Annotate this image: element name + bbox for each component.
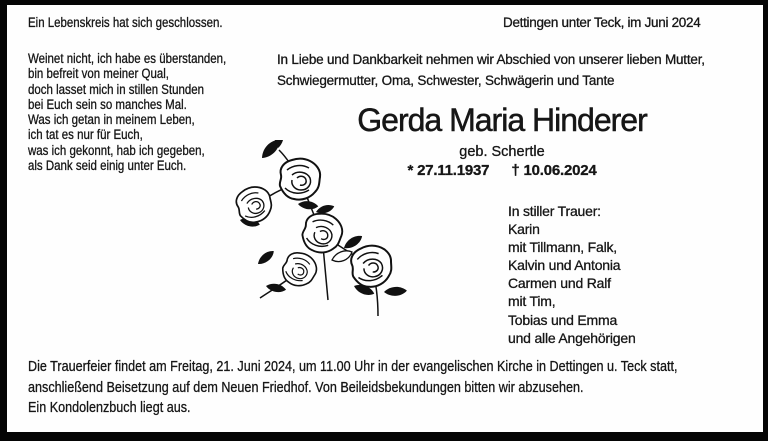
mourners-heading: In stiller Trauer: [508, 203, 601, 219]
intro-line: Schwiegermutter, Oma, Schwester, Schwägerin und Tante [277, 72, 615, 88]
funeral-line: Ein Kondolenzbuch liegt aus. [28, 399, 191, 416]
maiden-name: geb. Schertle [459, 144, 545, 160]
poem-line: als Dank seid einig unter Euch. [28, 158, 187, 174]
deceased-name: Gerda Maria Hinderer [357, 102, 647, 138]
poem-line: Was ich getan in meinem Leben, [28, 112, 195, 128]
mourner-line: mit Tim, [508, 293, 556, 310]
poem-line: ich tat es nur für Euch, [28, 127, 143, 143]
death-date: † 10.06.2024 [511, 162, 597, 179]
intro-text [277, 50, 705, 91]
memorial-poem [28, 51, 226, 173]
rose-illustration [232, 140, 422, 325]
mourners-section [508, 202, 636, 347]
mourner-line: Karin [508, 221, 540, 238]
funeral-info [28, 357, 677, 419]
poem-line: was ich gekonnt, hab ich gegeben, [28, 142, 205, 158]
mourner-line: und alle Angehörigen [508, 329, 636, 346]
intro-line: In Liebe und Dankbarkeit nehmen wir Abschied von unserer lieben Mutter, [277, 52, 705, 67]
opening-line: Ein Lebenskreis hat sich geschlossen. [28, 15, 223, 30]
funeral-line: anschließend Beisetzung auf dem Neuen Friedhof. Von Beileidsbekundungen bitten wir abzusehen. [28, 378, 584, 396]
poem-line: bei Euch sein so manches Mal. [28, 96, 187, 112]
poem-line: Weinet nicht, ich habe es überstanden, [28, 51, 227, 66]
poem-line: doch lasset mich in stillen Stunden [28, 81, 205, 97]
mourner-line: Carmen und Ralf [508, 275, 611, 292]
mourner-line: mit Tillmann, Falk, [508, 239, 617, 256]
mourner-line: Tobias und Emma [508, 311, 618, 328]
birth-date: * 27.11.1937 [407, 162, 490, 179]
funeral-line: Die Trauerfeier findet am Freitag, 21. Juni 2024, um 11.00 Uhr in der evangelischen Kirche in Dettingen u. Teck statt, [28, 358, 678, 375]
mourner-line: Kalvin und Antonia [508, 257, 621, 274]
dateline: Dettingen unter Teck, im Juni 2024 [503, 15, 701, 30]
poem-line: bin befreit von meiner Qual, [28, 66, 169, 82]
